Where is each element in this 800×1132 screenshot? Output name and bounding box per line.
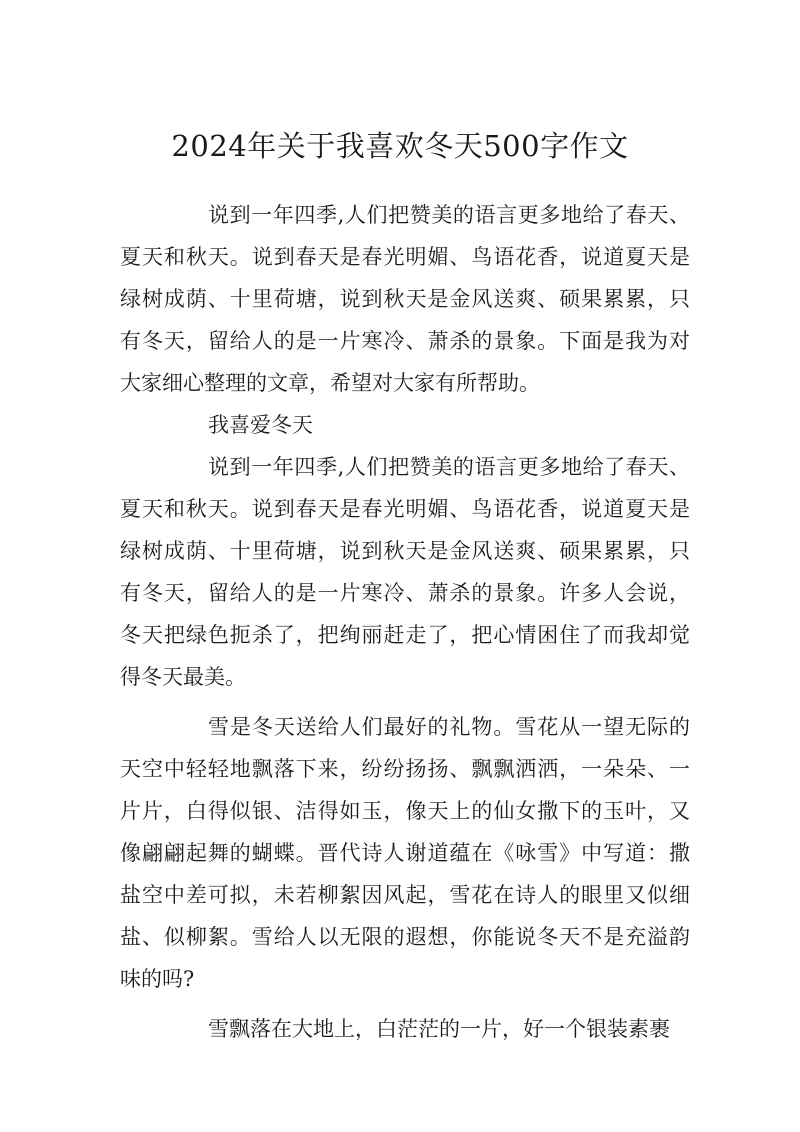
paragraph-gap	[120, 1000, 690, 1008]
document-body	[120, 194, 690, 1050]
paragraph-2-line-3: 绿树成荫、十里荷塘，说到秋天是金风送爽、硕果累累，只	[120, 539, 690, 563]
paragraph-3-line-4: 像翩翩起舞的蝴蝶。晋代诗人谢道蕴在《咏雪》中写道：撒	[120, 841, 690, 865]
paragraph-1-line-3: 绿树成荫、十里荷塘，说到秋天是金风送爽、硕果累累，只	[120, 287, 690, 311]
paragraph-2-line-2: 夏天和秋天。说到春天是春光明媚、鸟语花香，说道夏天是	[120, 497, 690, 521]
paragraph-3-line-3: 片片，白得似银、洁得如玉，像天上的仙女撒下的玉叶，又	[120, 799, 690, 823]
paragraph-1-line-2: 夏天和秋天。说到春天是春光明媚、鸟语花香，说道夏天是	[120, 245, 690, 269]
paragraph-3-line-2: 天空中轻轻地飘落下来，纷纷扬扬、飘飘洒洒，一朵朵、一	[120, 757, 690, 781]
paragraph-3-line-7: 味的吗?	[120, 967, 195, 991]
document-title: 2024年关于我喜欢冬天500字作文	[171, 129, 629, 163]
paragraph-3-line-6: 盐、似柳絮。雪给人以无限的遐想，你能说冬天不是充溢韵	[120, 925, 690, 949]
section-heading: 我喜爱冬天	[208, 413, 313, 437]
paragraph-2-line-1: 说到一年四季,人们把赞美的语言更多地给了春天、	[208, 455, 690, 479]
paragraph-1-line-1: 说到一年四季,人们把赞美的语言更多地给了春天、	[208, 203, 690, 227]
paragraph-2-line-5: 冬天把绿色扼杀了，把绚丽赶走了，把心情困住了而我却觉	[120, 623, 690, 647]
paragraph-1-line-4: 有冬天，留给人的是一片寒冷、萧杀的景象。下面是我为对	[120, 329, 690, 353]
paragraph-2-line-6: 得冬天最美。	[120, 665, 246, 689]
paragraph-gap	[120, 698, 690, 706]
paragraph-4-line-1: 雪飘落在大地上，白茫茫的一片，好一个银装素裹	[208, 1017, 670, 1041]
paragraph-3-line-5: 盐空中差可拟，未若柳絮因风起，雪花在诗人的眼里又似细	[120, 883, 690, 907]
paragraph-1-line-5: 大家细心整理的文章，希望对大家有所帮助。	[120, 371, 540, 395]
paragraph-3-line-1: 雪是冬天送给人们最好的礼物。雪花从一望无际的	[208, 715, 690, 739]
paragraph-2-line-4: 有冬天，留给人的是一片寒冷、萧杀的景象。许多人会说，	[120, 581, 690, 605]
